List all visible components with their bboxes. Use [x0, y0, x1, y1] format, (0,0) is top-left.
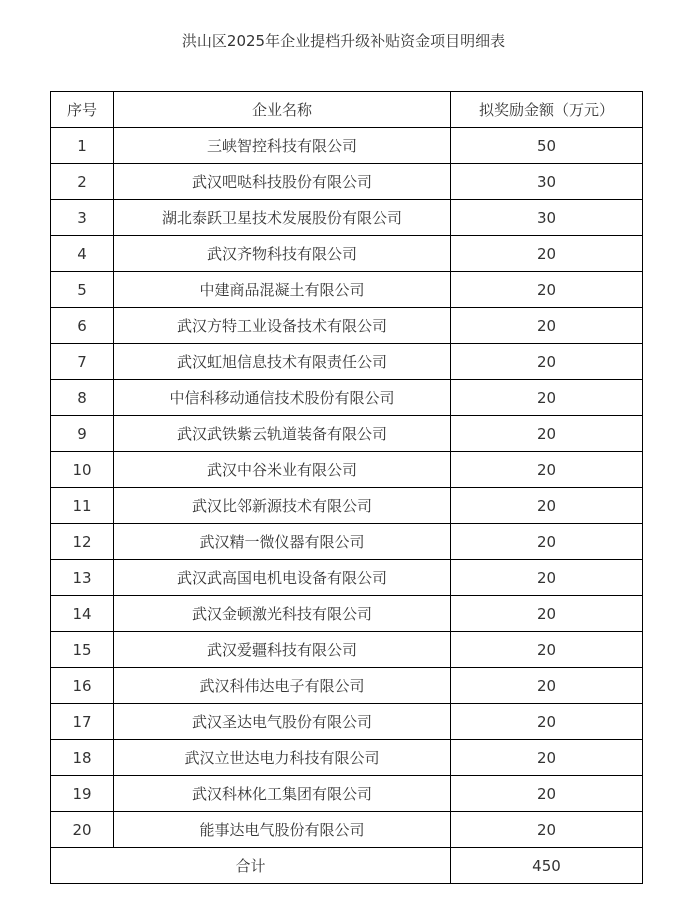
row-index: 11 — [51, 488, 114, 524]
row-index: 14 — [51, 596, 114, 632]
row-company: 湖北泰跃卫星技术发展股份有限公司 — [114, 200, 451, 236]
row-company: 武汉吧哒科技股份有限公司 — [114, 164, 451, 200]
row-company: 三峡智控科技有限公司 — [114, 128, 451, 164]
row-company: 能事达电气股份有限公司 — [114, 812, 451, 848]
table-row — [51, 200, 643, 236]
table-row — [51, 668, 643, 704]
table-row — [51, 236, 643, 272]
row-index: 18 — [51, 740, 114, 776]
row-amount: 20 — [451, 704, 643, 740]
row-index: 10 — [51, 452, 114, 488]
row-amount: 20 — [451, 596, 643, 632]
table-row — [51, 452, 643, 488]
row-index: 4 — [51, 236, 114, 272]
table-row — [51, 344, 643, 380]
table-total-row — [51, 848, 643, 884]
row-amount: 20 — [451, 560, 643, 596]
row-amount: 20 — [451, 668, 643, 704]
table-row — [51, 632, 643, 668]
row-amount: 20 — [451, 344, 643, 380]
table-row — [51, 272, 643, 308]
table-row — [51, 596, 643, 632]
row-amount: 20 — [451, 488, 643, 524]
row-index: 19 — [51, 776, 114, 812]
row-index: 5 — [51, 272, 114, 308]
row-amount: 20 — [451, 452, 643, 488]
row-amount: 20 — [451, 416, 643, 452]
total-amount: 450 — [451, 848, 643, 884]
row-amount: 20 — [451, 812, 643, 848]
table-row — [51, 416, 643, 452]
table-row — [51, 740, 643, 776]
row-index: 7 — [51, 344, 114, 380]
row-company: 中信科移动通信技术股份有限公司 — [114, 380, 451, 416]
row-amount: 20 — [451, 632, 643, 668]
row-amount: 20 — [451, 236, 643, 272]
row-amount: 20 — [451, 380, 643, 416]
row-amount: 20 — [451, 740, 643, 776]
table-row — [51, 164, 643, 200]
row-company: 武汉虹旭信息技术有限责任公司 — [114, 344, 451, 380]
row-index: 3 — [51, 200, 114, 236]
row-company: 武汉精一微仪器有限公司 — [114, 524, 451, 560]
row-index: 13 — [51, 560, 114, 596]
subsidy-table — [50, 91, 643, 884]
row-company: 武汉武铁紫云轨道装备有限公司 — [114, 416, 451, 452]
row-amount: 20 — [451, 776, 643, 812]
row-company: 武汉中谷米业有限公司 — [114, 452, 451, 488]
row-index: 20 — [51, 812, 114, 848]
table-row — [51, 704, 643, 740]
row-index: 8 — [51, 380, 114, 416]
row-company: 武汉齐物科技有限公司 — [114, 236, 451, 272]
row-company: 武汉科伟达电子有限公司 — [114, 668, 451, 704]
row-index: 1 — [51, 128, 114, 164]
row-index: 17 — [51, 704, 114, 740]
row-amount: 30 — [451, 164, 643, 200]
row-company: 武汉科林化工集团有限公司 — [114, 776, 451, 812]
row-company: 武汉方特工业设备技术有限公司 — [114, 308, 451, 344]
row-company: 武汉武高国电机电设备有限公司 — [114, 560, 451, 596]
row-index: 9 — [51, 416, 114, 452]
total-label: 合计 — [51, 848, 451, 884]
row-company: 武汉爱疆科技有限公司 — [114, 632, 451, 668]
row-index: 12 — [51, 524, 114, 560]
row-index: 15 — [51, 632, 114, 668]
table-row — [51, 560, 643, 596]
row-amount: 30 — [451, 200, 643, 236]
table-row — [51, 128, 643, 164]
table-header-row — [51, 92, 643, 128]
table-row — [51, 488, 643, 524]
row-company: 武汉立世达电力科技有限公司 — [114, 740, 451, 776]
header-company: 企业名称 — [114, 92, 451, 128]
table-row — [51, 812, 643, 848]
row-index: 2 — [51, 164, 114, 200]
row-company: 武汉圣达电气股份有限公司 — [114, 704, 451, 740]
page-title: 洪山区2025年企业提档升级补贴资金项目明细表 — [181, 32, 506, 50]
row-index: 16 — [51, 668, 114, 704]
row-company: 武汉比邻新源技术有限公司 — [114, 488, 451, 524]
table-row — [51, 308, 643, 344]
row-index: 6 — [51, 308, 114, 344]
table-row — [51, 380, 643, 416]
row-amount: 50 — [451, 128, 643, 164]
row-company: 武汉金顿激光科技有限公司 — [114, 596, 451, 632]
table-row — [51, 524, 643, 560]
header-amount: 拟奖励金额（万元） — [451, 92, 643, 128]
row-amount: 20 — [451, 272, 643, 308]
row-amount: 20 — [451, 308, 643, 344]
row-company: 中建商品混凝土有限公司 — [114, 272, 451, 308]
header-index: 序号 — [51, 92, 114, 128]
table-row — [51, 776, 643, 812]
row-amount: 20 — [451, 524, 643, 560]
